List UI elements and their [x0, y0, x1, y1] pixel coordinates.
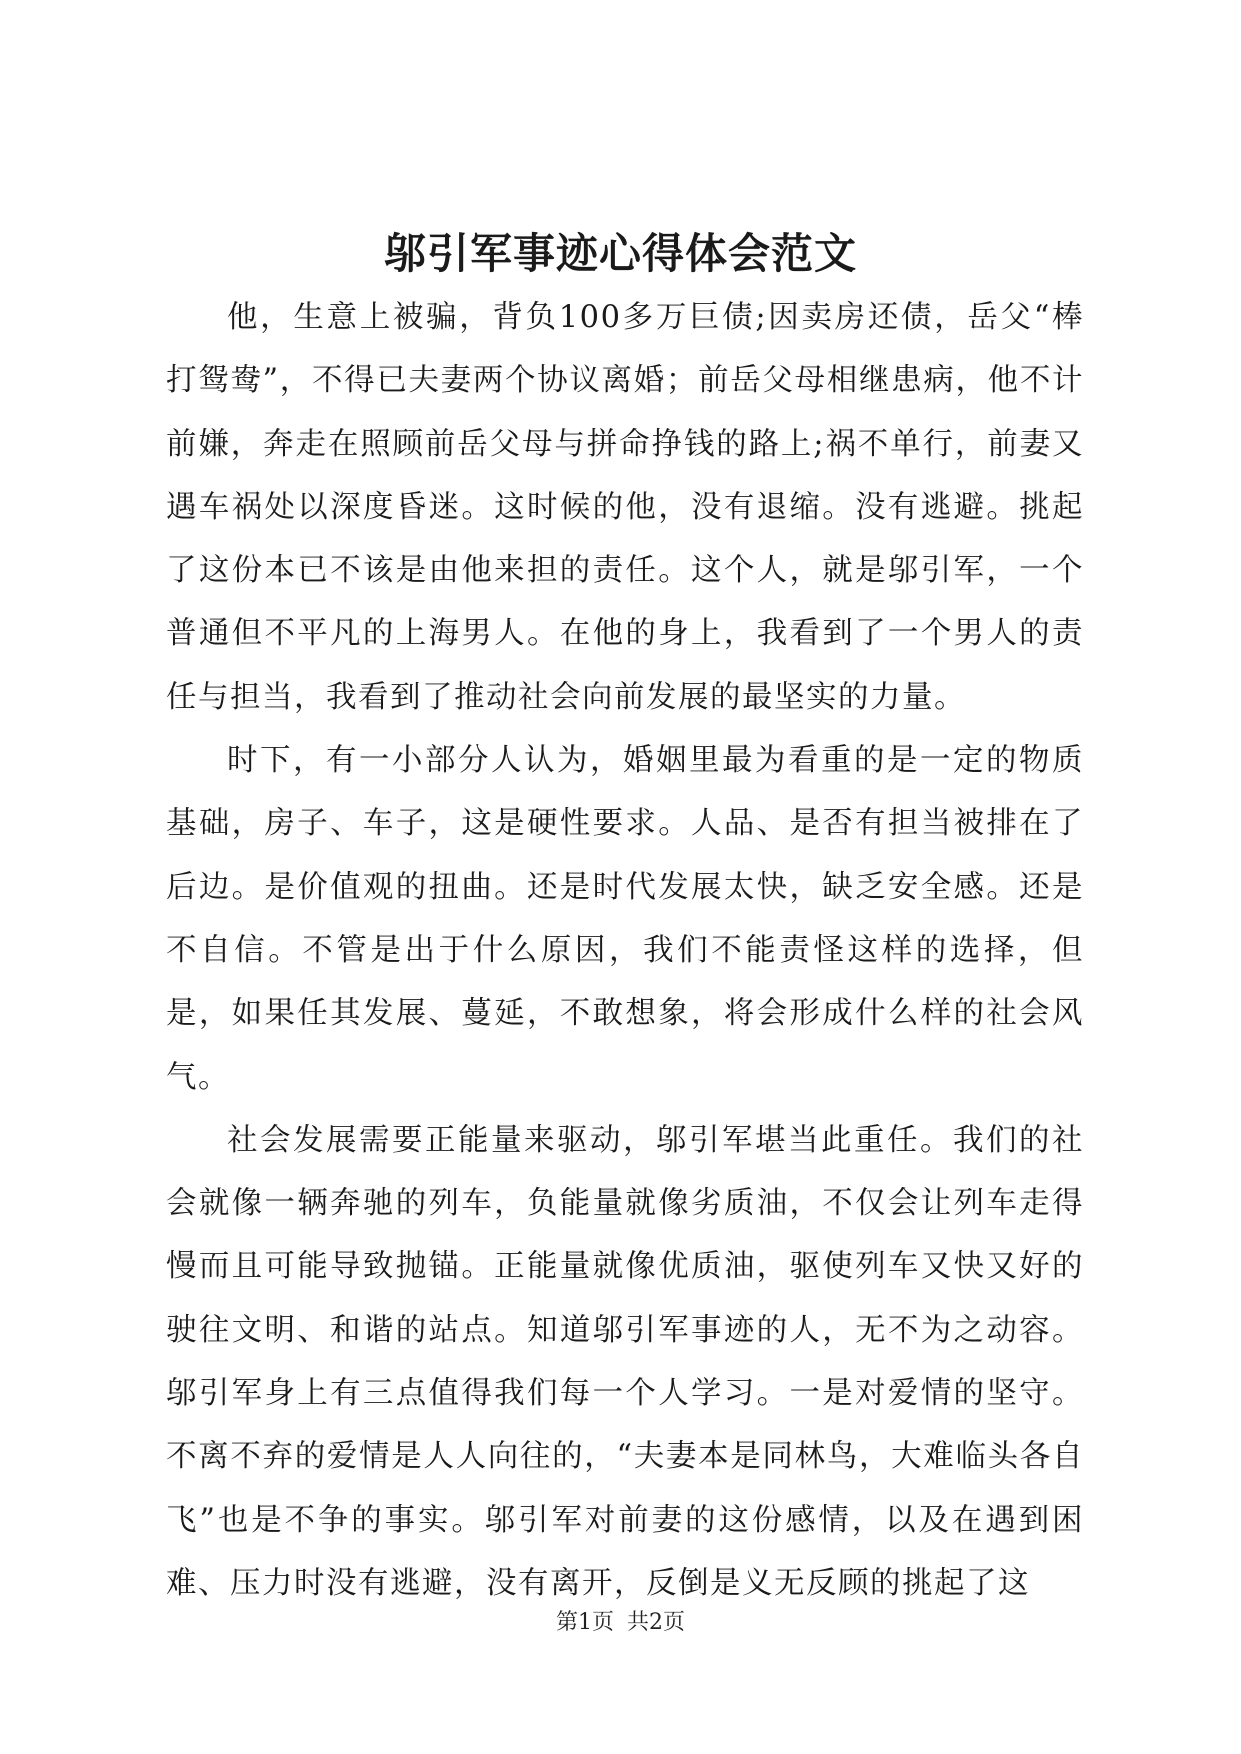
page-total: 共2页: [627, 1610, 685, 1635]
paragraph-1: 他，生意上被骗，背负100多万巨债;因卖房还债，岳父“棒打鸳鸯”，不得已夫妻两个协议离婚；前岳父母相继患病，他不计前嫌，奔走在照顾前岳父母与拼命挣钱的路上;祸不单行，前妻又遇车祸处以深度昏迷。这时候的他，没有退缩。没有逃避。挑起了这份本已不该是由他来担的责任。这个人，就是邬引军，一个普通但不平凡的上海男人。在他的身上，我看到了一个男人的责任与担当，我看到了推动社会向前发展的最坚实的力量。: [166, 300, 1084, 715]
page-number: 第1页: [556, 1610, 614, 1635]
document-body: [166, 286, 1084, 1615]
paragraph-3: 社会发展需要正能量来驱动，邬引军堪当此重任。我们的社会就像一辆奔驰的列车，负能量就像劣质油，不仅会让列车走得慢而且可能导致抛锚。正能量就像优质油，驱使列车又快又好的驶往文明、和谐的站点。知道邬引军事迹的人，无不为之动容。邬引军身上有三点值得我们每一个人学习。一是对爱情的坚守。不离不弃的爱情是人人向往的，“夫妻本是同林鸟，大难临头各自飞”也是不争的事实。邬引军对前妻的这份感情，以及在遇到困难、压力时没有逃避，没有离开，反倒是义无反顾的挑起了这: [166, 1122, 1084, 1601]
document-title: 邬引军事迹心得体会范文: [383, 229, 857, 278]
page-footer: [0, 1608, 1241, 1638]
paragraph-2: 时下，有一小部分人认为，婚姻里最为看重的是一定的物质基础，房子、车子，这是硬性要求。人品、是否有担当被排在了后边。是价值观的扭曲。还是时代发展太快，缺乏安全感。还是不自信。不管是出于什么原因，我们不能责怪这样的选择，但是，如果任其发展、蔓延，不敢想象，将会形成什么样的社会风气。: [166, 743, 1084, 1095]
